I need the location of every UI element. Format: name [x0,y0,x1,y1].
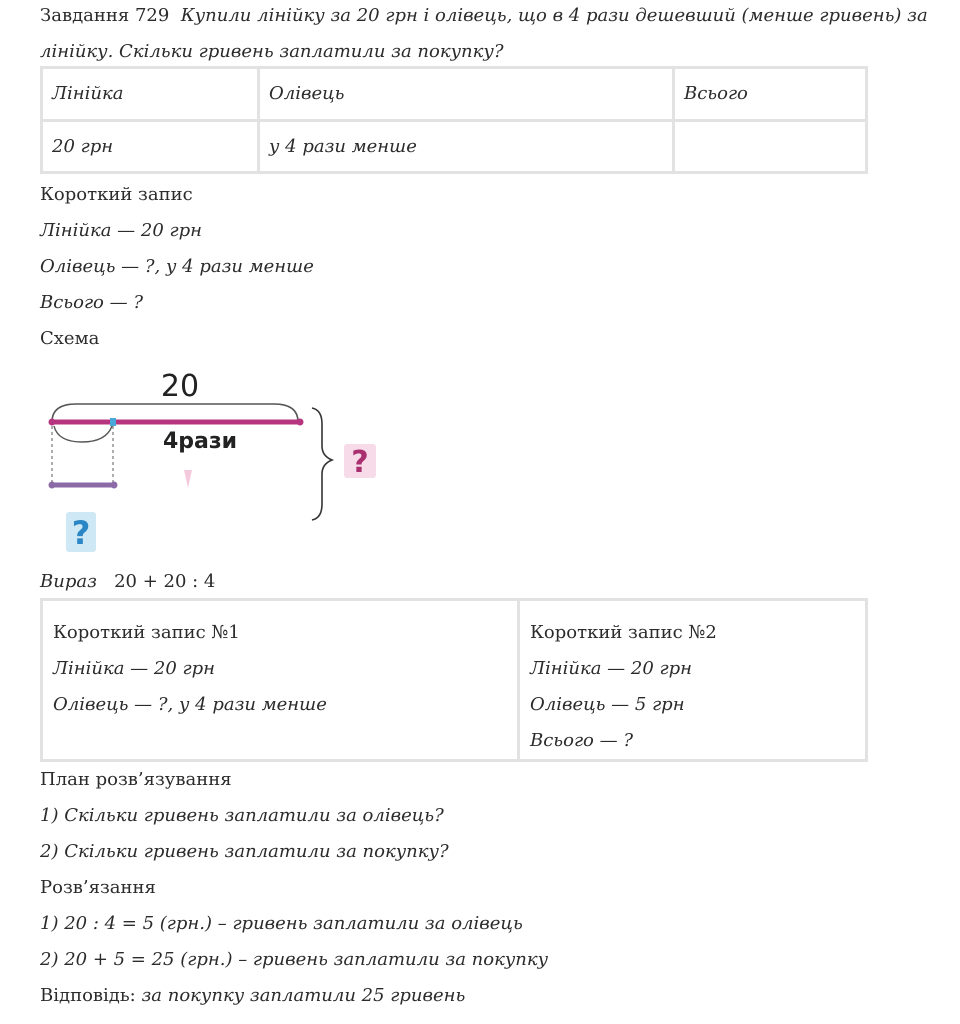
segment-endpoint [111,482,118,489]
task-text-line-2: лінійку. Скільки гривень заплатили за покупку? [40,41,504,62]
answer-label: Відповідь: [40,985,136,1006]
plan-step: 1) Скільки гривень заплатили за олівець? [40,805,444,826]
expression-line [40,570,215,594]
part-arc [54,426,112,442]
segment-endpoint [49,482,56,489]
short-record-2-line: Олівець — 5 грн [530,694,685,715]
question-total: ? [351,445,369,480]
scheme-title: Схема [40,328,100,349]
scheme-diagram [36,366,396,556]
question-part: ? [71,514,91,552]
plan-step: 2) Скільки гривень заплатили за покупку? [40,841,449,862]
short-record-line: Всього — ? [40,292,143,313]
expression-label: Вираз [40,571,97,592]
short-record-1-line: Лінійка — 20 грн [53,658,216,679]
data-table [40,66,868,174]
table-row [42,120,867,173]
answer-text: за покупку заплатили 25 гривень [141,985,466,1006]
expression-value: 20 + 20 : 4 [114,571,216,592]
table-cell: 20 грн [42,120,259,173]
table-header-cell: Олівець [259,68,674,121]
task-label: Завдання 729 [40,5,170,26]
short-record-1-title: Короткий запис №1 [53,622,240,643]
total-brace [312,408,332,520]
short-record-line: Олівець — ?, у 4 рази менше [40,256,314,277]
short-record-2-line: Всього — ? [530,730,633,751]
solution-step: 1) 20 : 4 = 5 (грн.) – гривень заплатили за олівець [40,913,523,934]
short-record-line: Лінійка — 20 грн [40,220,203,241]
table-header-row [42,68,867,121]
pink-mark [184,470,192,488]
solution-title: Розв’язання [40,877,156,898]
short-record-2-line: Лінійка — 20 грн [530,658,693,679]
table-row [42,600,867,761]
table-header-cell: Лінійка [42,68,259,121]
short-record-title: Короткий запис [40,184,193,205]
short-records-table [40,598,868,762]
segment-endpoint [49,419,56,426]
table-cell: у 4 рази менше [259,120,674,173]
answer-line [40,984,465,1008]
segment-endpoint [297,419,304,426]
scheme-times-label: 4рази [162,429,238,454]
scheme-total-label: 20 [160,369,200,404]
task-text: Купили лінійку за 20 грн і олівець, що в 4 рази дешевший (менше гривень) за [180,5,928,26]
total-arc [52,404,298,422]
task-line-1 [40,4,928,28]
segment-marker [110,418,116,426]
table-cell [674,120,867,173]
short-record-1-cell [42,600,519,761]
short-record-2-title: Короткий запис №2 [530,622,717,643]
table-header-cell: Всього [674,68,867,121]
short-record-2-cell [519,600,867,761]
short-record-1-line: Олівець — ?, у 4 рази менше [53,694,327,715]
solution-step: 2) 20 + 5 = 25 (грн.) – гривень заплатили за покупку [40,949,549,970]
plan-title: План розв’язування [40,769,232,790]
